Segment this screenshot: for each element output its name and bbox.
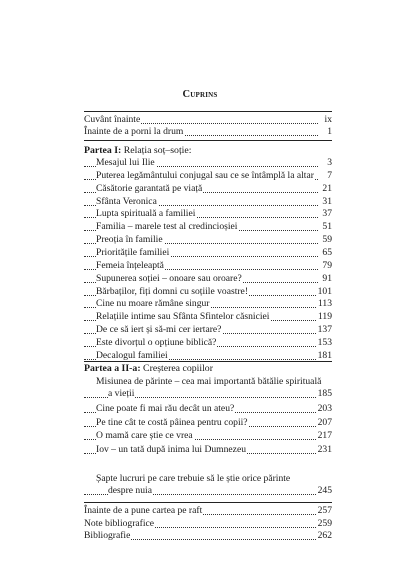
toc-entry: Pe tine cât te costă pâinea pentru copii? 207 [84, 417, 332, 429]
toc-entry: Cine poate fi mai rău decât un ateu? 203 [84, 403, 332, 415]
toc-entry-continued: despre nuia 245 [84, 485, 332, 497]
toc-entry: Prioritățile familiei 65 [84, 247, 332, 259]
toc-entry: Bărbaților, fiți domni cu soțiile voastre! 101 [84, 286, 332, 298]
part-heading: Partea I: Relația soț–soție: [84, 145, 192, 156]
toc-entry: Note bibliografice 259 [84, 517, 332, 529]
divider [84, 361, 332, 362]
toc-entry: Cuvânt înainte ix [84, 114, 332, 125]
divider [84, 140, 332, 141]
toc-entry: Căsătorie garantată pe viață 21 [84, 183, 332, 195]
toc-entry: Cine nu moare rămâne singur 113 [84, 298, 332, 310]
toc-entry: Familia – marele test al credincioșiei 51 [84, 221, 332, 233]
divider [84, 502, 332, 503]
toc-entry: Iov – un tată după inima lui Dumnezeu 231 [84, 444, 332, 456]
toc-entry: Supunerea soției – onoare sau oroare? 91 [84, 273, 332, 285]
toc-entry: Șapte lucruri pe care trebuie să le știe orice părinte [96, 473, 291, 484]
divider [84, 111, 332, 112]
toc-entry: Puterea legământului conjugal sau ce se întâmplă la altar 7 [84, 170, 332, 182]
toc-entry: Mesajul lui Ilie 3 [84, 157, 332, 169]
toc-entry: Înainte de a pune cartea pe raft 257 [84, 505, 332, 516]
toc-entry: Sfânta Veronica 31 [84, 196, 332, 208]
part-heading: Partea a II-a: Creșterea copiilor [84, 363, 213, 374]
page-title: Cuprins [182, 89, 218, 100]
toc-entry: Relațiile intime sau Sfânta Sfintelor căsniciei 119 [84, 311, 332, 323]
toc-entry: Lupta spirituală a familiei 37 [84, 208, 332, 220]
toc-entry: Decalogul familiei 181 [84, 350, 332, 362]
toc-entry: Înainte de a porni la drum 1 [84, 126, 332, 137]
toc-entry: Femeia înțeleaptă 79 [84, 260, 332, 272]
toc-entry: O mamă care știe ce vrea 217 [84, 430, 332, 442]
toc-entry: Este divorțul o opțiune biblică? 153 [84, 337, 332, 349]
toc-entry: Misiunea de părinte – cea mai importantă bătălie spirituală [96, 376, 322, 387]
toc-entry-continued: a vieții 185 [84, 388, 332, 400]
toc-entry: De ce să iert și să-mi cer iertare? 137 [84, 324, 332, 336]
toc-entry: Bibliografie 262 [84, 530, 332, 541]
toc-entry: Preoția în familie 59 [84, 234, 332, 246]
